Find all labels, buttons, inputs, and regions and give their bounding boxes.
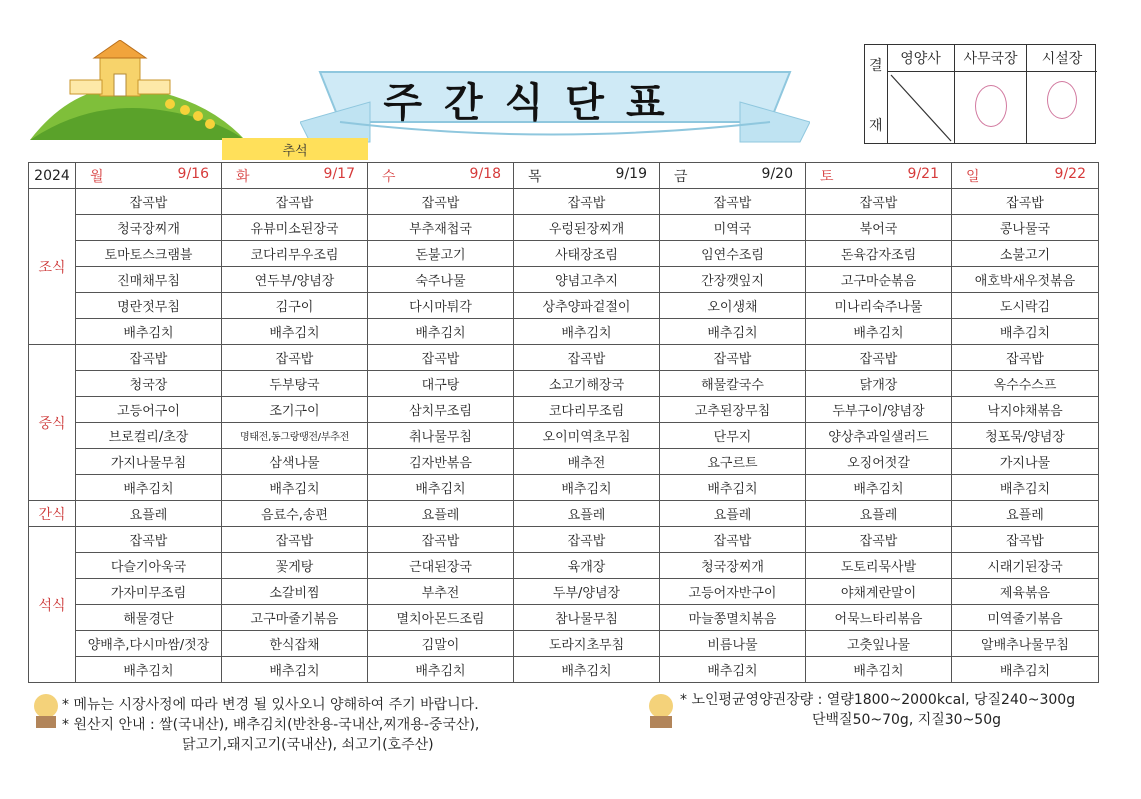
menu-cell: 소갈비찜 [222, 579, 368, 605]
menu-cell: 명란젓무침 [76, 293, 222, 319]
menu-cell: 도토리묵사발 [806, 553, 952, 579]
menu-cell: 옥수수스프 [952, 371, 1099, 397]
day-name: 목 [528, 168, 542, 185]
menu-cell: 대구탕 [368, 371, 514, 397]
approval-role-head: 시설장 [1027, 45, 1097, 72]
menu-cell: 해물칼국수 [660, 371, 806, 397]
menu-cell: 우렁된장찌개 [514, 215, 660, 241]
menu-cell: 오이생채 [660, 293, 806, 319]
menu-cell: 배추김치 [952, 475, 1099, 501]
menu-row [29, 345, 1099, 371]
menu-cell: 잡곡밥 [660, 189, 806, 215]
menu-cell: 청포묵/양념장 [952, 423, 1099, 449]
menu-cell: 미나리숙주나물 [806, 293, 952, 319]
menu-cell: 잡곡밥 [76, 189, 222, 215]
menu-cell: 양배추,다시마쌈/젓장 [76, 631, 222, 657]
menu-cell: 배추김치 [222, 657, 368, 683]
menu-cell: 배추전 [514, 449, 660, 475]
menu-cell: 청국장 [76, 371, 222, 397]
nutrition-line-2: 단백질50~70g, 지질30~50g [812, 712, 1002, 728]
menu-cell: 배추김치 [952, 319, 1099, 345]
menu-cell: 잡곡밥 [76, 527, 222, 553]
day-header [660, 163, 806, 189]
menu-cell: 잡곡밥 [368, 189, 514, 215]
menu-table-body [29, 163, 1099, 683]
menu-row [29, 319, 1099, 345]
day-date: 9/16 [177, 165, 209, 182]
menu-cell: 요플레 [368, 501, 514, 527]
menu-cell: 배추김치 [514, 475, 660, 501]
menu-row [29, 501, 1099, 527]
menu-row [29, 189, 1099, 215]
menu-cell: 소불고기 [952, 241, 1099, 267]
menu-cell: 닭개장 [806, 371, 952, 397]
menu-cell: 배추김치 [76, 657, 222, 683]
menu-cell: 잡곡밥 [806, 345, 952, 371]
day-date: 9/19 [615, 165, 647, 182]
menu-cell: 고등어자반구이 [660, 579, 806, 605]
menu-cell: 오징어젓갈 [806, 449, 952, 475]
menu-cell: 청국장찌개 [660, 553, 806, 579]
menu-cell: 양념고추지 [514, 267, 660, 293]
menu-cell: 잡곡밥 [76, 345, 222, 371]
menu-cell: 돈불고기 [368, 241, 514, 267]
menu-cell: 김자반볶음 [368, 449, 514, 475]
day-header [806, 163, 952, 189]
house-hill-illustration [30, 40, 245, 145]
menu-cell: 부추전 [368, 579, 514, 605]
menu-cell: 배추김치 [76, 475, 222, 501]
meal-label-breakfast: 조식 [29, 189, 76, 345]
menu-cell: 사태장조림 [514, 241, 660, 267]
footer-note-3: 닭고기,돼지고기(국내산), 쇠고기(호주산) [182, 737, 434, 753]
menu-cell: 고구마순볶음 [806, 267, 952, 293]
approval-col-director [955, 45, 1027, 143]
day-date: 9/20 [761, 165, 793, 182]
year-cell: 2024 [29, 163, 76, 189]
menu-cell: 다슬기아욱국 [76, 553, 222, 579]
menu-cell: 삼치무조림 [368, 397, 514, 423]
day-date: 9/17 [323, 165, 355, 182]
menu-cell: 잡곡밥 [222, 345, 368, 371]
approval-role-nutritionist: 영양사 [887, 45, 954, 72]
menu-row [29, 631, 1099, 657]
menu-cell: 간장깻잎지 [660, 267, 806, 293]
approval-side-label [865, 45, 888, 143]
menu-cell: 잡곡밥 [514, 189, 660, 215]
menu-cell: 잡곡밥 [368, 527, 514, 553]
menu-cell: 잡곡밥 [660, 345, 806, 371]
day-date: 9/21 [907, 165, 939, 182]
menu-cell: 멸치아몬드조림 [368, 605, 514, 631]
menu-cell: 요플레 [952, 501, 1099, 527]
menu-cell: 요플레 [76, 501, 222, 527]
menu-cell: 잡곡밥 [222, 189, 368, 215]
menu-cell: 알배추나물무침 [952, 631, 1099, 657]
menu-cell: 잡곡밥 [952, 345, 1099, 371]
menu-row [29, 267, 1099, 293]
menu-cell: 명태전,동그랑땡전/부추전 [222, 423, 368, 449]
menu-cell: 마늘쫑멸치볶음 [660, 605, 806, 631]
meal-label-lunch: 중식 [29, 345, 76, 501]
menu-row [29, 215, 1099, 241]
menu-cell: 배추김치 [76, 319, 222, 345]
day-header [76, 163, 222, 189]
menu-cell: 북어국 [806, 215, 952, 241]
approval-role-director: 사무국장 [955, 45, 1026, 72]
menu-row [29, 449, 1099, 475]
nutrition-notes [680, 690, 1075, 730]
menu-cell: 코다리무우조림 [222, 241, 368, 267]
menu-cell: 고추된장무침 [660, 397, 806, 423]
menu-cell: 낙지야채볶음 [952, 397, 1099, 423]
menu-row [29, 423, 1099, 449]
approval-side-bottom: 재 [869, 118, 883, 134]
menu-cell: 배추김치 [660, 319, 806, 345]
tree-icon [642, 692, 680, 732]
approval-box [864, 44, 1096, 144]
menu-cell: 도라지초무침 [514, 631, 660, 657]
menu-cell: 소고기해장국 [514, 371, 660, 397]
menu-row [29, 527, 1099, 553]
menu-cell: 유뷰미소된장국 [222, 215, 368, 241]
menu-cell: 잡곡밥 [368, 345, 514, 371]
menu-cell: 배추김치 [952, 657, 1099, 683]
menu-cell: 배추김치 [514, 657, 660, 683]
menu-cell: 고등어구이 [76, 397, 222, 423]
menu-cell: 김말이 [368, 631, 514, 657]
day-name: 월 [90, 168, 104, 185]
menu-cell: 삼색나물 [222, 449, 368, 475]
menu-cell: 임연수조림 [660, 241, 806, 267]
menu-cell: 배추김치 [222, 319, 368, 345]
menu-cell: 잡곡밥 [952, 527, 1099, 553]
menu-cell: 참나물무침 [514, 605, 660, 631]
menu-cell: 오이미역초무침 [514, 423, 660, 449]
menu-cell: 배추김치 [368, 319, 514, 345]
day-header [514, 163, 660, 189]
menu-cell: 배추김치 [660, 475, 806, 501]
menu-cell: 다시마튀각 [368, 293, 514, 319]
menu-cell: 코다리무조림 [514, 397, 660, 423]
footer-note-1: * 메뉴는 시장사정에 따라 변경 될 있사오니 양해하여 주기 바랍니다. [62, 697, 479, 713]
menu-cell: 비름나물 [660, 631, 806, 657]
menu-cell: 야채계란말이 [806, 579, 952, 605]
menu-row [29, 371, 1099, 397]
menu-cell: 배추김치 [222, 475, 368, 501]
day-date: 9/22 [1054, 165, 1086, 182]
approval-col-head [1027, 45, 1097, 143]
menu-cell: 부추재첩국 [368, 215, 514, 241]
menu-cell: 도시락김 [952, 293, 1099, 319]
day-header [952, 163, 1099, 189]
day-name: 수 [382, 168, 396, 185]
menu-cell: 잡곡밥 [806, 189, 952, 215]
menu-cell: 두부/양념장 [514, 579, 660, 605]
menu-cell: 요플레 [660, 501, 806, 527]
day-name: 금 [674, 168, 688, 185]
menu-cell: 양상추과일샐러드 [806, 423, 952, 449]
menu-cell: 가지나물무침 [76, 449, 222, 475]
menu-cell: 요플레 [514, 501, 660, 527]
menu-cell: 어묵느타리볶음 [806, 605, 952, 631]
nutrition-line-1: * 노인평균영양권장량 : 열량1800~2000kcal, 당질240~300g [680, 692, 1076, 708]
footer-note-2: * 원산지 안내 : 쌀(국내산), 배추김치(반찬용-국내산,찌개용-중국산), [62, 717, 480, 733]
menu-cell: 근대된장국 [368, 553, 514, 579]
menu-cell: 콩나물국 [952, 215, 1099, 241]
menu-row [29, 241, 1099, 267]
menu-cell: 취나물무침 [368, 423, 514, 449]
page-title: 주간식단표 [383, 79, 687, 126]
menu-cell: 청국장찌개 [76, 215, 222, 241]
menu-cell: 한식잡채 [222, 631, 368, 657]
day-header [368, 163, 514, 189]
menu-cell: 돈육감자조림 [806, 241, 952, 267]
menu-cell: 숙주나물 [368, 267, 514, 293]
approval-col-nutritionist [887, 45, 955, 143]
day-header [222, 163, 368, 189]
menu-cell: 잡곡밥 [952, 189, 1099, 215]
menu-row [29, 579, 1099, 605]
menu-cell: 육개장 [514, 553, 660, 579]
menu-cell: 두부탕국 [222, 371, 368, 397]
menu-row [29, 397, 1099, 423]
meal-label-snack: 간식 [29, 501, 76, 527]
menu-cell: 잡곡밥 [660, 527, 806, 553]
menu-cell: 잡곡밥 [514, 345, 660, 371]
menu-cell: 배추김치 [806, 319, 952, 345]
day-name: 화 [236, 168, 250, 185]
day-name: 토 [820, 168, 834, 185]
holiday-label: 추석 [222, 138, 368, 160]
menu-cell: 배추김치 [806, 475, 952, 501]
menu-cell: 꽃게탕 [222, 553, 368, 579]
menu-cell: 연두부/양념장 [222, 267, 368, 293]
weekly-menu-table [28, 162, 1099, 683]
menu-cell: 음료수,송편 [222, 501, 368, 527]
menu-cell: 배추김치 [368, 657, 514, 683]
menu-cell: 고구마줄기볶음 [222, 605, 368, 631]
menu-cell: 잡곡밥 [222, 527, 368, 553]
approval-side-top: 결 [869, 58, 883, 74]
menu-cell: 단무지 [660, 423, 806, 449]
menu-cell: 잡곡밥 [806, 527, 952, 553]
menu-cell: 요플레 [806, 501, 952, 527]
menu-cell: 배추김치 [368, 475, 514, 501]
tree-icon [30, 692, 62, 732]
menu-cell: 요구르트 [660, 449, 806, 475]
menu-cell: 배추김치 [514, 319, 660, 345]
menu-row [29, 475, 1099, 501]
menu-cell: 상추양파겉절이 [514, 293, 660, 319]
menu-row [29, 293, 1099, 319]
menu-cell: 제육볶음 [952, 579, 1099, 605]
day-name: 일 [966, 168, 980, 185]
menu-cell: 미역국 [660, 215, 806, 241]
signature-slash [887, 71, 955, 145]
date-row [29, 163, 1099, 189]
menu-cell: 시래기된장국 [952, 553, 1099, 579]
head-stamp [1047, 81, 1077, 119]
menu-cell: 배추김치 [660, 657, 806, 683]
menu-cell: 가자미무조림 [76, 579, 222, 605]
menu-cell: 가지나물 [952, 449, 1099, 475]
menu-row [29, 553, 1099, 579]
menu-cell: 고춧잎나물 [806, 631, 952, 657]
director-stamp [975, 85, 1007, 127]
menu-cell: 김구이 [222, 293, 368, 319]
menu-cell: 해물경단 [76, 605, 222, 631]
menu-cell: 애호박새우젓볶음 [952, 267, 1099, 293]
footer-notes [62, 695, 479, 755]
menu-cell: 조기구이 [222, 397, 368, 423]
menu-cell: 진매채무침 [76, 267, 222, 293]
menu-cell: 브로컬리/초장 [76, 423, 222, 449]
menu-cell: 두부구이/양념장 [806, 397, 952, 423]
menu-row [29, 605, 1099, 631]
menu-cell: 토마토스크램블 [76, 241, 222, 267]
meal-label-dinner: 석식 [29, 527, 76, 683]
menu-cell: 배추김치 [806, 657, 952, 683]
day-date: 9/18 [469, 165, 501, 182]
menu-cell: 잡곡밥 [514, 527, 660, 553]
menu-row [29, 657, 1099, 683]
menu-cell: 미역줄기볶음 [952, 605, 1099, 631]
